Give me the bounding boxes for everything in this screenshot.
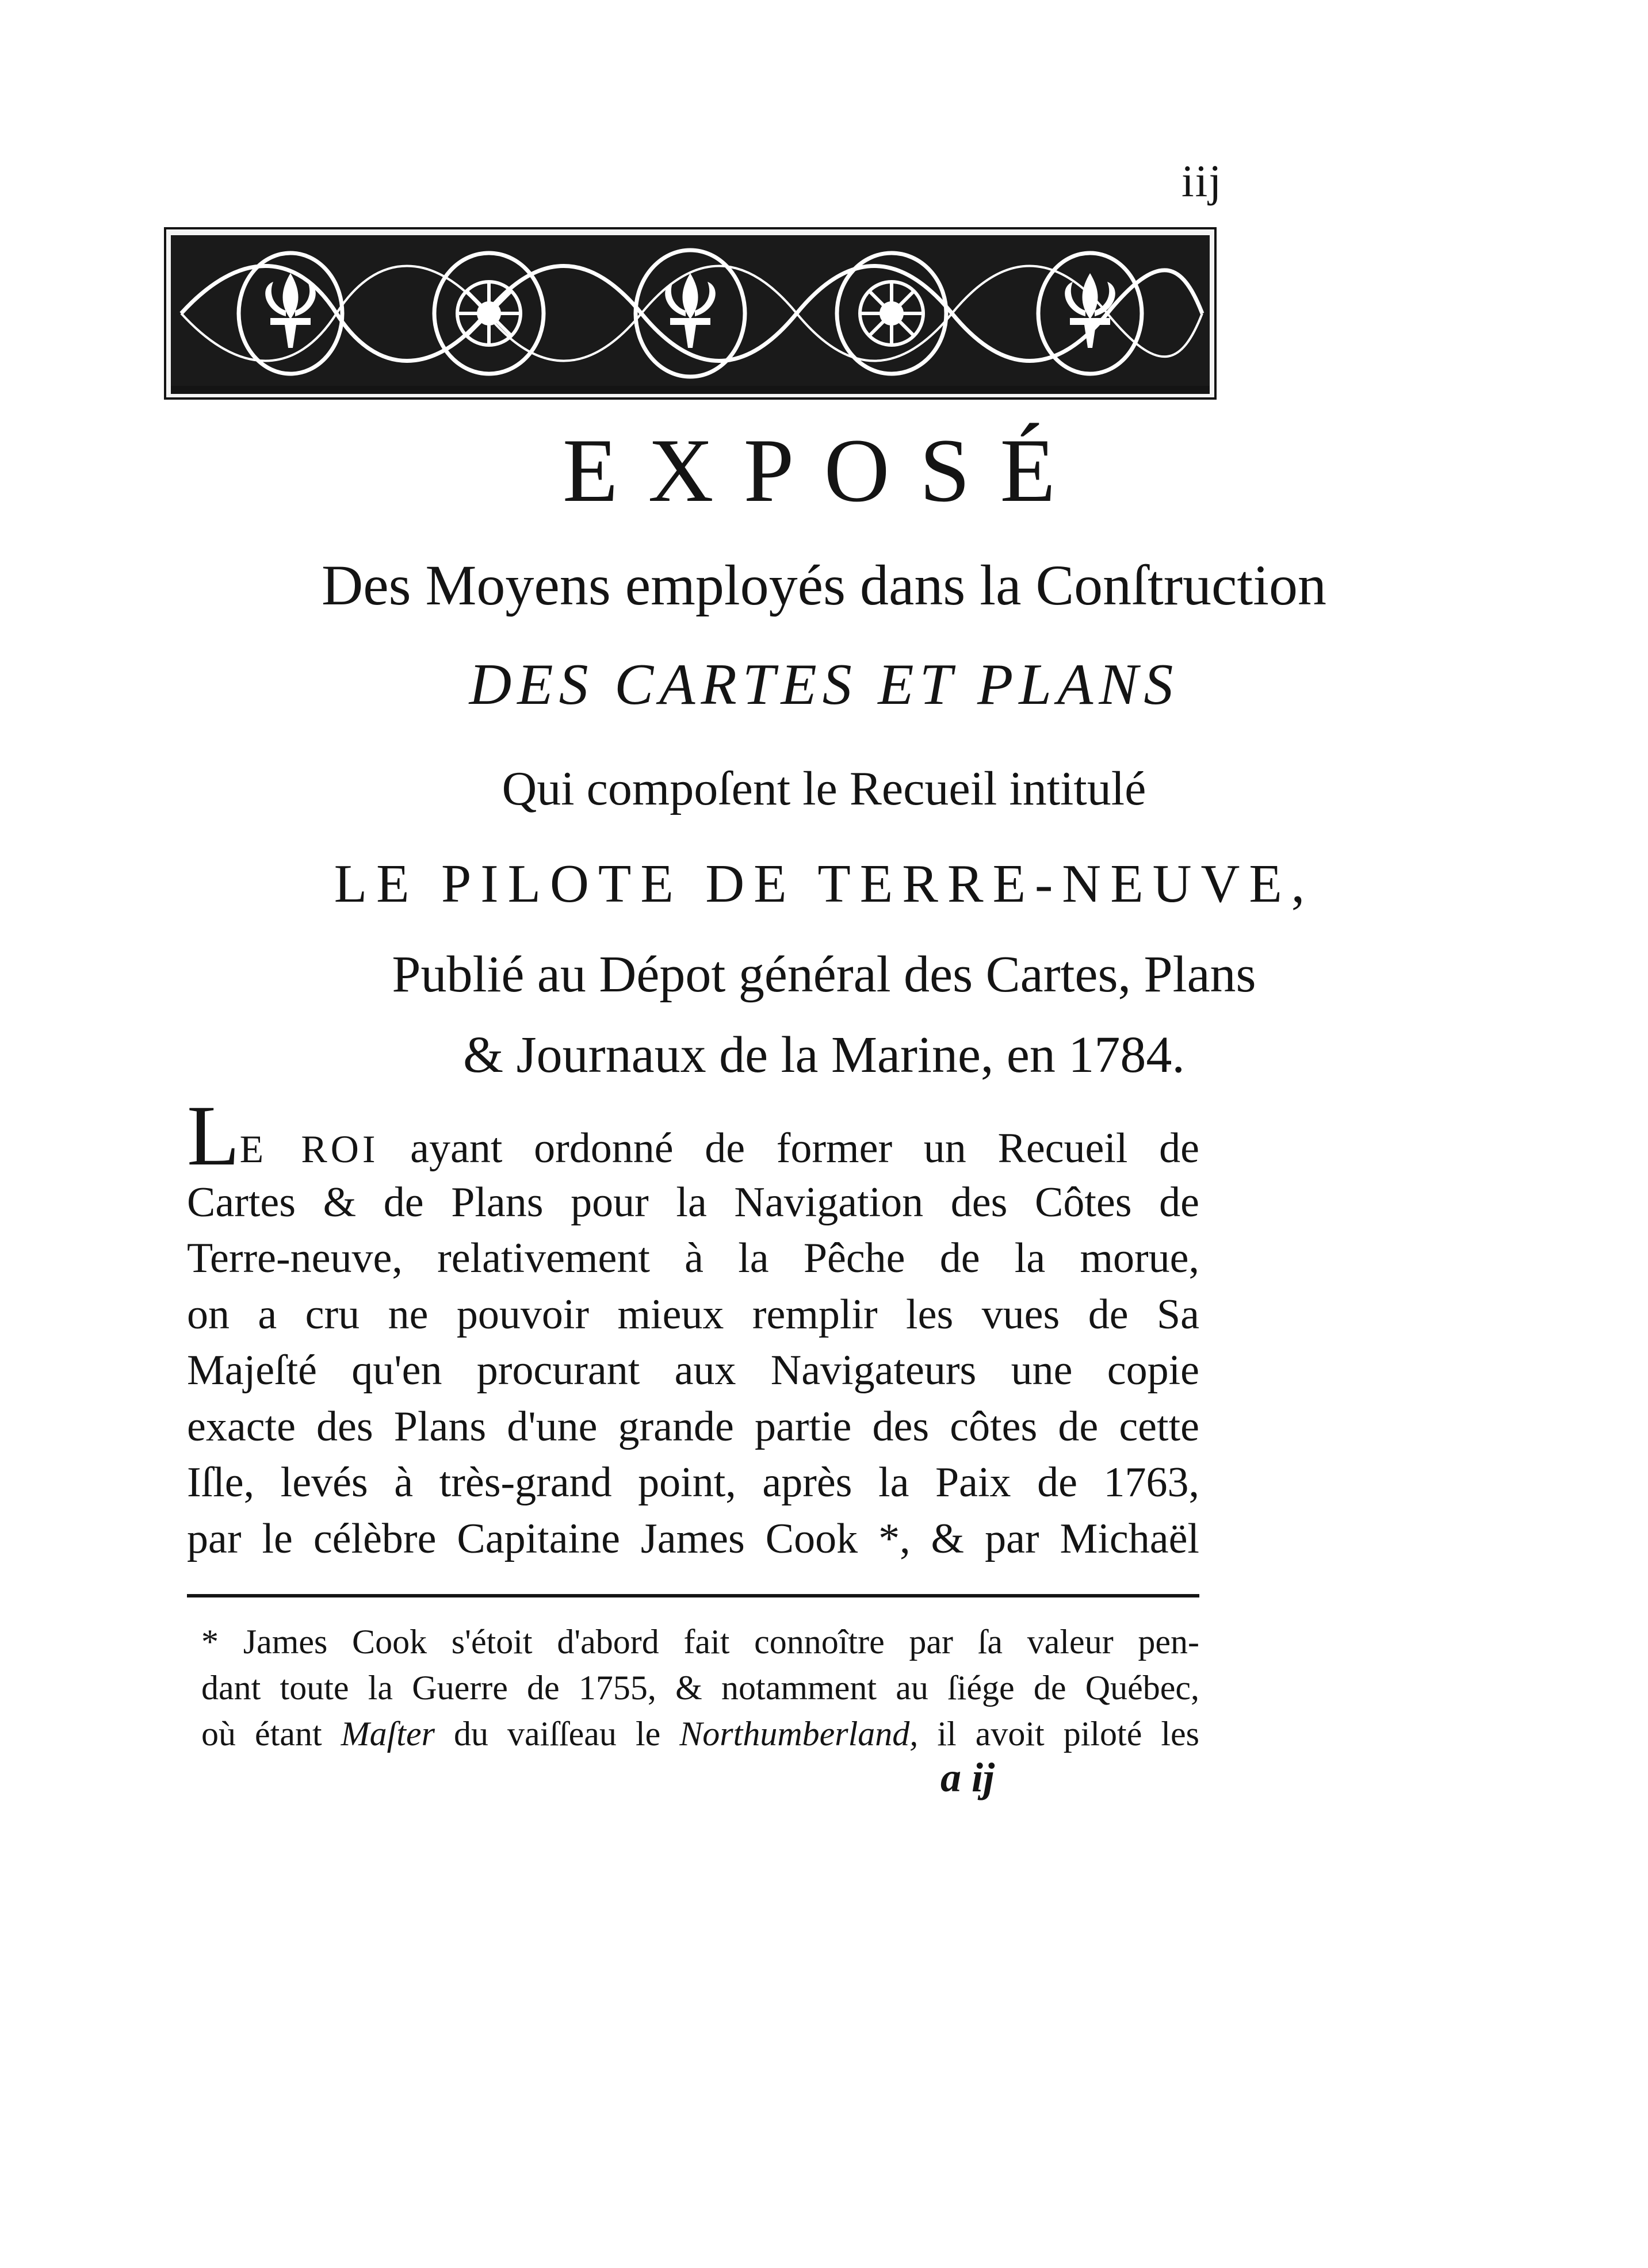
footnote-rule <box>187 1594 1199 1597</box>
signature-mark: a ij <box>940 1754 995 1800</box>
footnote-text: du vaiſſeau le <box>454 1715 661 1753</box>
body-line: Majeſté qu'en procurant aux Navigateurs une copie <box>187 1347 1199 1394</box>
body-line-text: ayant ordonné de former un Recueil de <box>410 1125 1199 1172</box>
body-line: Terre-neuve, relativement à la Pêche de la morue, <box>187 1235 1199 1282</box>
rosette-icon <box>457 282 521 345</box>
footnote-line <box>201 1711 1199 1757</box>
footnote-italic-master: Maſter <box>341 1715 435 1753</box>
footnote-line: * James Cook s'étoit d'abord fait connoître par ſa valeur pen- <box>201 1623 1199 1661</box>
footnote-line: dant toute la Guerre de 1755, & notamment au ſiége de Québec, <box>201 1669 1199 1707</box>
footnote-italic-ship: Northumberland, <box>679 1715 919 1753</box>
ornamental-headpiece <box>164 227 1217 400</box>
body-line: Iſle, levés à très-grand point, après la Paix de 1763, <box>187 1459 1199 1506</box>
subtitle-line-3: Qui compoſent le Recueil intitulé <box>502 762 1146 815</box>
body-paragraph <box>187 1088 1199 1567</box>
subtitle-line-2: DES CARTES ET PLANS <box>469 652 1179 717</box>
footnote-text: il avoit piloté les <box>937 1715 1200 1753</box>
subtitle-line-1: Des Moyens employés dans la Conſtruction <box>322 553 1326 617</box>
body-line: par le célèbre Capitaine James Cook *, & par Michaël <box>187 1515 1199 1562</box>
drop-cap: L <box>187 1088 240 1183</box>
subtitle-line-5: Publié au Dépot général des Cartes, Plans <box>392 946 1256 1003</box>
footnote-text: où étant <box>201 1715 322 1753</box>
rosette-icon <box>860 282 923 345</box>
page-number: iij <box>1181 156 1222 206</box>
subtitle-line-4: LE PILOTE DE TERRE-NEUVE, <box>334 854 1314 914</box>
body-line: exacte des Plans d'une grande partie des côtes de cette <box>187 1403 1199 1450</box>
body-line: on a cru ne pouvoir mieux remplir les vues de Sa <box>187 1290 1199 1338</box>
body-line: Cartes & de Plans pour la Navigation des Côtes de <box>187 1178 1199 1226</box>
page-title: EXPOSÉ <box>563 420 1085 521</box>
body-line <box>187 1088 1199 1183</box>
footnote <box>201 1619 1199 1757</box>
subtitle-line-6: & Journaux de la Marine, en 1784. <box>463 1026 1185 1083</box>
body-opening-words: E ROI <box>239 1127 379 1171</box>
